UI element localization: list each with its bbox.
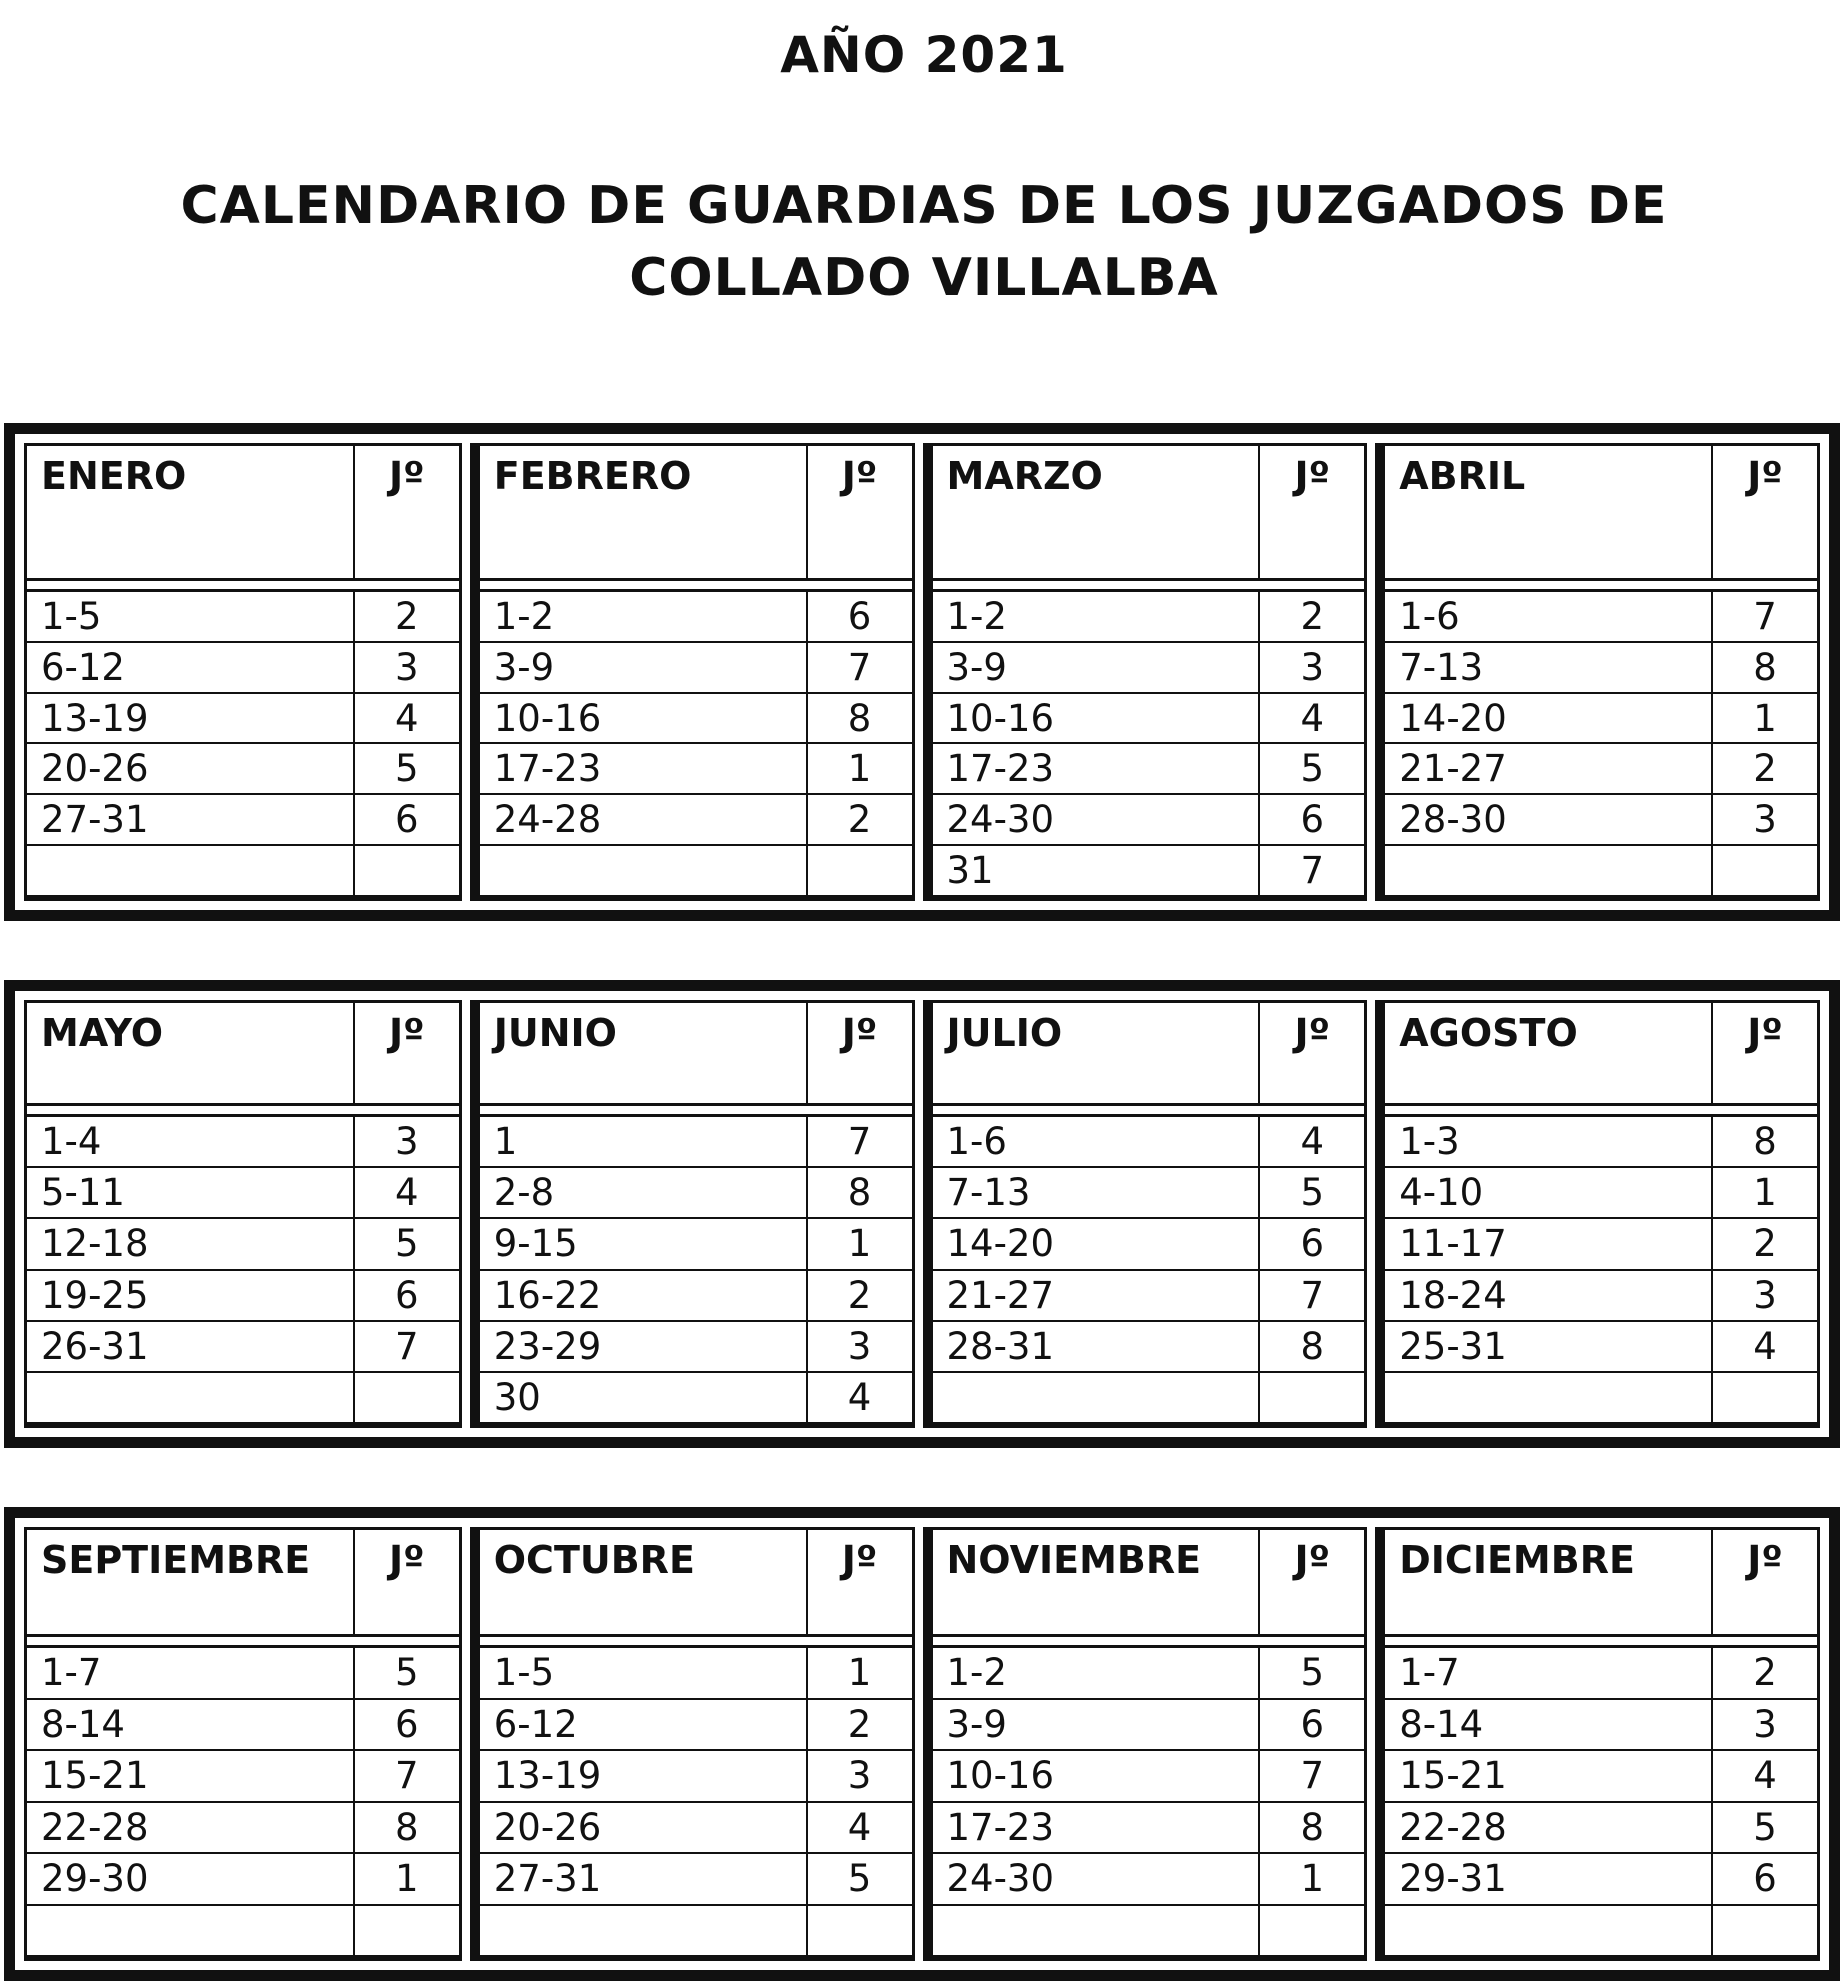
table-row (1385, 1219, 1817, 1270)
day-range-cell (1385, 1373, 1713, 1422)
table-row (480, 694, 912, 745)
month-table (24, 1527, 462, 1961)
table-row (1385, 744, 1817, 795)
table-row (480, 1373, 912, 1422)
table-row (480, 1117, 912, 1168)
day-range-cell: 14-20 (1385, 694, 1713, 743)
court-number-cell: 1 (1753, 1171, 1777, 1215)
day-range-cell: 17-23 (480, 744, 808, 793)
day-range-cell (27, 1373, 355, 1422)
month-header (27, 1527, 459, 1637)
month-table (923, 443, 1368, 901)
table-row (27, 1751, 459, 1803)
day-range-cell: 13-19 (480, 1751, 808, 1801)
quarter-table-3 (4, 1507, 1840, 1981)
court-number-cell: 4 (1300, 1120, 1325, 1164)
month-rows (933, 1114, 1365, 1428)
court-number-cell: 5 (847, 1857, 872, 1901)
month-name: MAYO (27, 1003, 355, 1103)
court-number-header: Jº (388, 1538, 425, 1582)
month-table (470, 1527, 915, 1961)
day-range-cell: 28-30 (1385, 795, 1713, 844)
table-row (1385, 1700, 1817, 1752)
court-number-cell: 5 (1753, 1805, 1777, 1849)
month-rows (480, 589, 912, 901)
court-number-cell: 3 (1753, 1273, 1777, 1317)
day-range-cell: 29-30 (27, 1854, 355, 1904)
day-range-cell: 17-23 (933, 1803, 1261, 1853)
court-number-cell: 8 (1300, 1324, 1325, 1368)
court-number-cell: 2 (1753, 1651, 1777, 1695)
court-number-cell (808, 1906, 912, 1956)
day-range-cell: 26-31 (27, 1322, 355, 1371)
court-number-cell: 6 (1300, 1702, 1325, 1746)
table-row (27, 643, 459, 694)
court-number-cell: 5 (1300, 1651, 1325, 1695)
month-table (24, 443, 462, 901)
court-number-cell: 7 (847, 645, 872, 689)
month-table (1375, 1000, 1820, 1428)
table-row (933, 1168, 1365, 1219)
table-row (1385, 1117, 1817, 1168)
month-header (1385, 1000, 1817, 1106)
table-row (1385, 1648, 1817, 1700)
day-range-cell (480, 1906, 808, 1956)
table-row (27, 1322, 459, 1373)
month-table (470, 1000, 915, 1428)
table-row (480, 795, 912, 846)
table-row (27, 1271, 459, 1322)
court-number-cell: 3 (394, 645, 419, 689)
day-range-cell: 1-5 (27, 592, 355, 641)
court-number-header: Jº (1747, 1538, 1783, 1582)
day-range-cell: 10-16 (480, 694, 808, 743)
day-range-cell: 25-31 (1385, 1322, 1713, 1371)
court-number-header: Jº (841, 1011, 878, 1055)
day-range-cell: 21-27 (1385, 744, 1713, 793)
day-range-cell: 7-13 (1385, 643, 1713, 692)
month-rows (480, 1645, 912, 1961)
day-range-cell: 8-14 (1385, 1700, 1713, 1750)
month-name: JUNIO (480, 1003, 808, 1103)
month-rows (27, 1114, 459, 1428)
month-table (923, 1527, 1368, 1961)
month-table (470, 443, 915, 901)
court-number-cell: 6 (847, 594, 872, 638)
month-rows (27, 589, 459, 901)
month-header (1385, 1527, 1817, 1637)
month-name: FEBRERO (480, 446, 808, 578)
table-row (1385, 1322, 1817, 1373)
table-row (480, 744, 912, 795)
table-row (933, 846, 1365, 895)
day-range-cell: 22-28 (1385, 1803, 1713, 1853)
court-number-cell: 6 (394, 798, 419, 842)
month-rows (1385, 1114, 1817, 1428)
court-number-cell: 3 (1753, 798, 1777, 842)
court-number-cell: 7 (394, 1324, 419, 1368)
court-number-cell: 8 (1300, 1805, 1325, 1849)
table-row (480, 1271, 912, 1322)
court-number-cell: 3 (1300, 645, 1325, 689)
month-rows (933, 589, 1365, 901)
month-rows (1385, 589, 1817, 901)
day-range-cell: 1 (480, 1117, 808, 1166)
day-range-cell: 23-29 (480, 1322, 808, 1371)
table-row (480, 1322, 912, 1373)
court-number-cell: 7 (1300, 849, 1325, 893)
year-title: AÑO 2021 (780, 26, 1068, 84)
day-range-cell: 1-2 (933, 592, 1261, 641)
table-row (933, 1271, 1365, 1322)
day-range-cell (27, 846, 355, 895)
court-number-cell: 4 (1753, 1754, 1777, 1798)
day-range-cell: 4-10 (1385, 1168, 1713, 1217)
quarter-table-1 (4, 423, 1840, 921)
table-row (1385, 795, 1817, 846)
table-row (1385, 643, 1817, 694)
table-row (1385, 694, 1817, 745)
day-range-cell: 8-14 (27, 1700, 355, 1750)
month-table (923, 1000, 1368, 1428)
court-number-cell: 6 (1753, 1857, 1777, 1901)
court-number-cell: 6 (1300, 1222, 1325, 1266)
table-row (27, 592, 459, 643)
table-row (933, 1906, 1365, 1956)
day-range-cell: 3-9 (933, 1700, 1261, 1750)
court-number-cell: 2 (847, 798, 872, 842)
table-row (1385, 846, 1817, 895)
court-number-cell: 6 (394, 1273, 419, 1317)
month-table (1375, 443, 1820, 901)
table-row (933, 1648, 1365, 1700)
court-number-cell: 7 (847, 1120, 872, 1164)
table-row (1385, 1271, 1817, 1322)
month-table (1375, 1527, 1820, 1961)
table-row (27, 1906, 459, 1956)
court-number-header: Jº (388, 1011, 425, 1055)
table-row (480, 1168, 912, 1219)
month-name: AGOSTO (1385, 1003, 1713, 1103)
day-range-cell: 1-7 (1385, 1648, 1713, 1698)
court-number-cell: 1 (847, 1222, 872, 1266)
table-row (480, 643, 912, 694)
table-row (27, 1373, 459, 1422)
table-row (933, 1373, 1365, 1422)
day-range-cell: 10-16 (933, 694, 1261, 743)
court-number-cell: 8 (847, 696, 872, 740)
day-range-cell: 1-6 (1385, 592, 1713, 641)
table-row (27, 1803, 459, 1855)
day-range-cell: 1-4 (27, 1117, 355, 1166)
court-number-cell: 8 (394, 1805, 419, 1849)
day-range-cell: 15-21 (1385, 1751, 1713, 1801)
day-range-cell: 27-31 (27, 795, 355, 844)
court-number-cell: 5 (394, 747, 419, 791)
court-number-header: Jº (1294, 1011, 1331, 1055)
day-range-cell: 17-23 (933, 744, 1261, 793)
day-range-cell: 1-3 (1385, 1117, 1713, 1166)
court-number-cell: 5 (394, 1651, 419, 1695)
month-table (24, 1000, 462, 1428)
table-row (933, 1219, 1365, 1270)
table-row (933, 1700, 1365, 1752)
day-range-cell: 1-6 (933, 1117, 1261, 1166)
court-number-cell: 7 (394, 1754, 419, 1798)
table-row (480, 592, 912, 643)
court-number-cell: 4 (394, 696, 419, 740)
court-number-cell: 2 (1300, 594, 1325, 638)
month-header (480, 443, 912, 581)
court-number-cell: 3 (847, 1754, 872, 1798)
table-row (933, 643, 1365, 694)
day-range-cell: 16-22 (480, 1271, 808, 1320)
month-name: DICIEMBRE (1385, 1530, 1713, 1634)
court-number-cell: 5 (1300, 747, 1325, 791)
day-range-cell: 24-30 (933, 795, 1261, 844)
court-number-cell: 4 (1300, 696, 1325, 740)
court-number-cell: 7 (1300, 1754, 1325, 1798)
table-row (480, 1219, 912, 1270)
day-range-cell: 19-25 (27, 1271, 355, 1320)
court-number-cell: 6 (1300, 798, 1325, 842)
court-number-cell: 7 (1300, 1273, 1325, 1317)
court-number-cell: 6 (394, 1702, 419, 1746)
table-row (27, 1219, 459, 1270)
table-row (1385, 1373, 1817, 1422)
court-number-cell: 1 (847, 1651, 872, 1695)
court-number-cell (355, 1373, 459, 1422)
day-range-cell (1385, 1906, 1713, 1956)
table-row (933, 744, 1365, 795)
day-range-cell: 20-26 (480, 1803, 808, 1853)
month-header (933, 1527, 1365, 1637)
court-number-cell: 8 (847, 1171, 872, 1215)
day-range-cell (933, 1373, 1261, 1422)
court-number-cell (808, 846, 912, 895)
court-number-header: Jº (841, 454, 878, 498)
table-row (933, 592, 1365, 643)
day-range-cell: 1-2 (480, 592, 808, 641)
day-range-cell: 13-19 (27, 694, 355, 743)
table-row (27, 1700, 459, 1752)
day-range-cell: 20-26 (27, 744, 355, 793)
day-range-cell: 9-15 (480, 1219, 808, 1268)
court-number-cell: 4 (1753, 1324, 1777, 1368)
court-number-cell: 2 (847, 1273, 872, 1317)
table-row (27, 846, 459, 895)
day-range-cell: 22-28 (27, 1803, 355, 1853)
day-range-cell: 21-27 (933, 1271, 1261, 1320)
page-title: CALENDARIO DE GUARDIAS DE LOS JUZGADOS DE COLLADO VILLALBA (180, 176, 1668, 308)
month-name: MARZO (933, 446, 1261, 578)
day-range-cell: 31 (933, 846, 1261, 895)
court-number-cell: 5 (394, 1222, 419, 1266)
day-range-cell: 27-31 (480, 1854, 808, 1904)
table-row (480, 1648, 912, 1700)
table-row (1385, 1854, 1817, 1906)
court-number-cell: 1 (847, 747, 872, 791)
month-header (27, 1000, 459, 1106)
day-range-cell: 10-16 (933, 1751, 1261, 1801)
table-row (27, 694, 459, 745)
day-range-cell: 24-30 (933, 1854, 1261, 1904)
day-range-cell: 28-31 (933, 1322, 1261, 1371)
court-number-header: Jº (1747, 1011, 1783, 1055)
table-row (27, 1117, 459, 1168)
court-number-cell: 4 (847, 1805, 872, 1849)
court-number-header: Jº (1747, 454, 1783, 498)
quarter-table-2 (4, 980, 1840, 1448)
table-row (27, 795, 459, 846)
day-range-cell: 7-13 (933, 1168, 1261, 1217)
table-row (933, 1751, 1365, 1803)
court-number-cell: 4 (394, 1171, 419, 1215)
court-number-cell: 1 (1753, 696, 1777, 740)
day-range-cell: 14-20 (933, 1219, 1261, 1268)
day-range-cell (480, 846, 808, 895)
day-range-cell: 6-12 (27, 643, 355, 692)
table-row (933, 1854, 1365, 1906)
day-range-cell: 2-8 (480, 1168, 808, 1217)
court-number-cell (1713, 1906, 1817, 1956)
table-row (480, 846, 912, 895)
court-number-header: Jº (388, 454, 425, 498)
court-number-cell: 2 (847, 1702, 872, 1746)
court-number-cell (1713, 846, 1817, 895)
table-row (933, 1117, 1365, 1168)
day-range-cell: 1-7 (27, 1648, 355, 1698)
court-number-cell: 8 (1753, 645, 1777, 689)
court-number-cell: 3 (847, 1324, 872, 1368)
table-row (1385, 1803, 1817, 1855)
day-range-cell: 24-28 (480, 795, 808, 844)
table-row (27, 1168, 459, 1219)
court-number-header: Jº (841, 1538, 878, 1582)
table-row (1385, 1751, 1817, 1803)
day-range-cell: 3-9 (933, 643, 1261, 692)
month-rows (27, 1645, 459, 1961)
table-row (480, 1751, 912, 1803)
court-number-cell: 8 (1753, 1120, 1777, 1164)
court-number-cell: 4 (847, 1375, 872, 1419)
table-row (27, 744, 459, 795)
table-row (1385, 1168, 1817, 1219)
day-range-cell: 1-2 (933, 1648, 1261, 1698)
court-number-cell: 1 (394, 1857, 419, 1901)
day-range-cell: 3-9 (480, 643, 808, 692)
month-name: SEPTIEMBRE (27, 1530, 355, 1634)
month-header (480, 1000, 912, 1106)
day-range-cell: 18-24 (1385, 1271, 1713, 1320)
court-number-cell (1260, 1373, 1364, 1422)
table-row (480, 1854, 912, 1906)
day-range-cell: 29-31 (1385, 1854, 1713, 1904)
day-range-cell: 15-21 (27, 1751, 355, 1801)
month-header (933, 1000, 1365, 1106)
day-range-cell (1385, 846, 1713, 895)
table-row (1385, 1906, 1817, 1956)
month-header (933, 443, 1365, 581)
court-number-cell (1260, 1906, 1364, 1956)
table-row (480, 1803, 912, 1855)
day-range-cell: 30 (480, 1373, 808, 1422)
month-name: NOVIEMBRE (933, 1530, 1261, 1634)
court-number-cell: 2 (394, 594, 419, 638)
court-number-header: Jº (1294, 1538, 1331, 1582)
day-range-cell: 5-11 (27, 1168, 355, 1217)
court-number-cell: 2 (1753, 1222, 1777, 1266)
court-number-cell: 5 (1300, 1171, 1325, 1215)
table-row (933, 1803, 1365, 1855)
month-header (1385, 443, 1817, 581)
day-range-cell: 12-18 (27, 1219, 355, 1268)
court-number-cell: 3 (1753, 1702, 1777, 1746)
day-range-cell: 6-12 (480, 1700, 808, 1750)
court-number-cell (355, 1906, 459, 1956)
table-row (27, 1648, 459, 1700)
table-row (933, 1322, 1365, 1373)
day-range-cell (27, 1906, 355, 1956)
month-name: ABRIL (1385, 446, 1713, 578)
table-row (480, 1700, 912, 1752)
day-range-cell (933, 1906, 1261, 1956)
court-number-cell: 3 (394, 1120, 419, 1164)
month-rows (480, 1114, 912, 1428)
month-header (27, 443, 459, 581)
month-rows (933, 1645, 1365, 1961)
month-name: ENERO (27, 446, 355, 578)
table-row (933, 694, 1365, 745)
court-number-cell: 7 (1753, 594, 1777, 638)
court-number-cell: 2 (1753, 747, 1777, 791)
day-range-cell: 11-17 (1385, 1219, 1713, 1268)
court-number-header: Jº (1294, 454, 1331, 498)
table-row (480, 1906, 912, 1956)
table-row (27, 1854, 459, 1906)
court-number-cell: 1 (1300, 1857, 1325, 1901)
table-row (933, 795, 1365, 846)
table-row (1385, 592, 1817, 643)
month-name: JULIO (933, 1003, 1261, 1103)
court-number-cell (355, 846, 459, 895)
month-name: OCTUBRE (480, 1530, 808, 1634)
court-number-cell (1713, 1373, 1817, 1422)
month-rows (1385, 1645, 1817, 1961)
month-header (480, 1527, 912, 1637)
day-range-cell: 1-5 (480, 1648, 808, 1698)
